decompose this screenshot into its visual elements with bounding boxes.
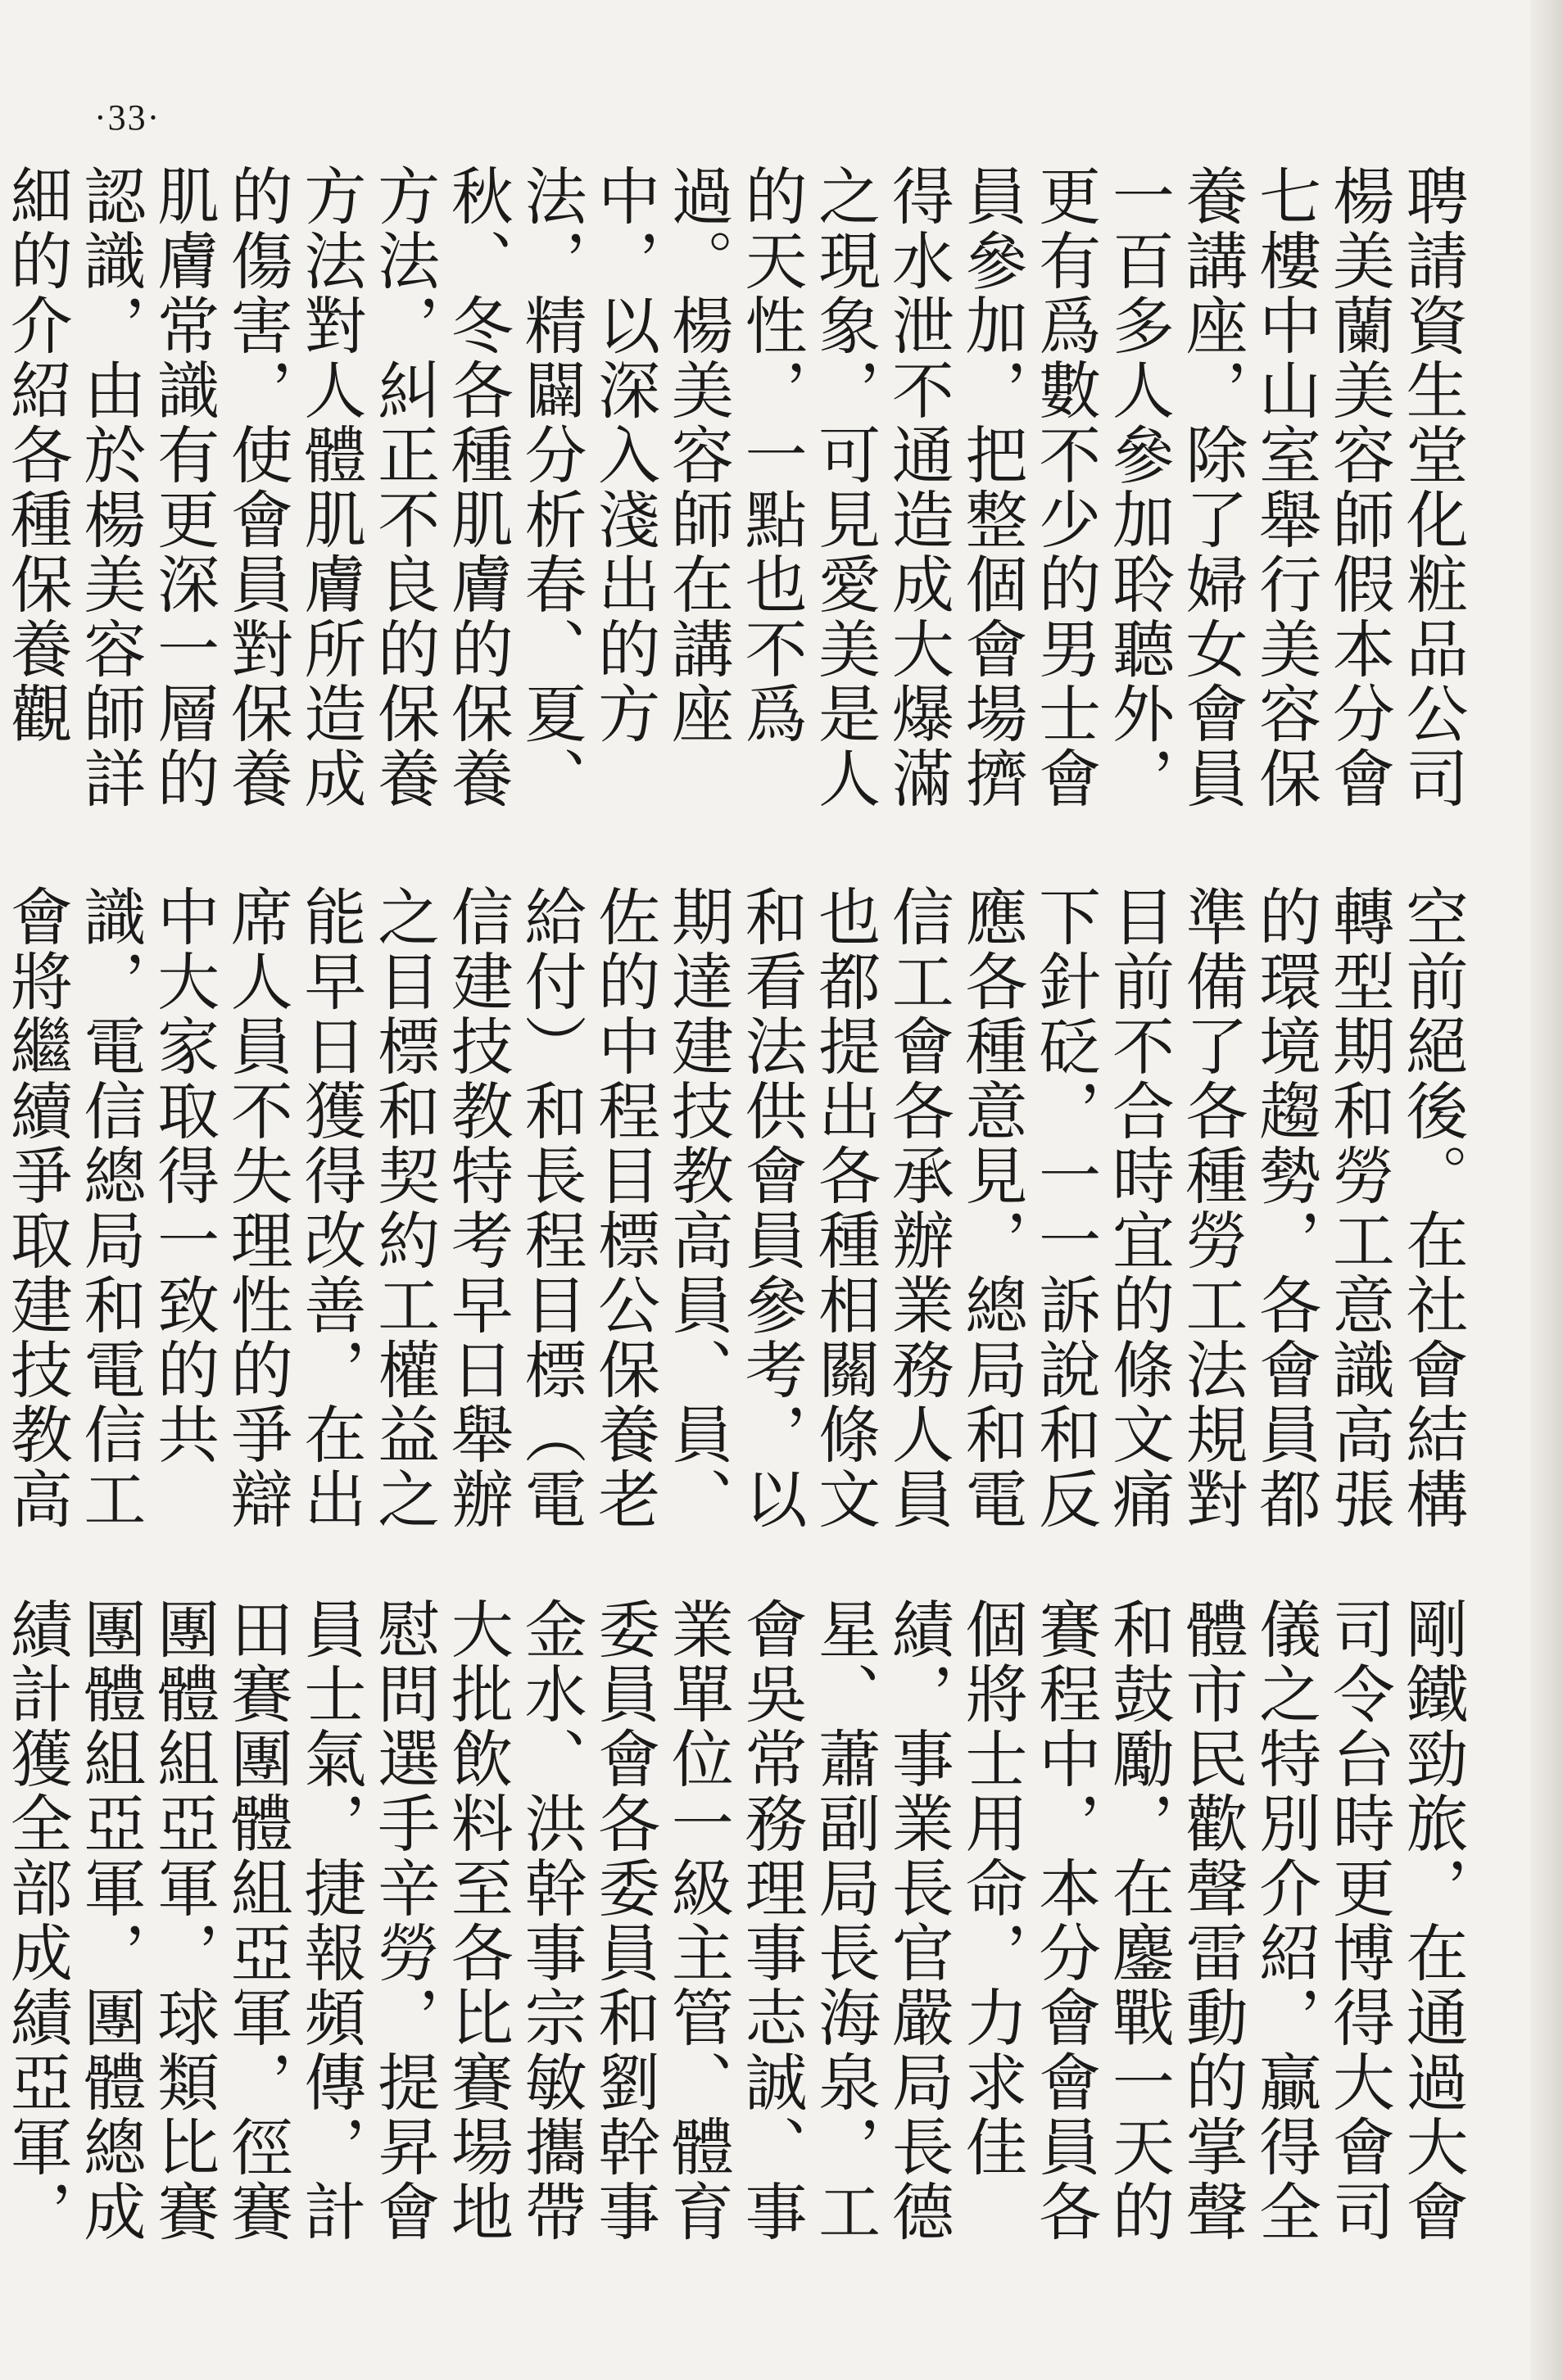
paragraph-rights-forum-continued: 空前絕後。在社會結構轉型期和勞工意識高張的環境趨勢，各會員都準備了各種勞工法規對目前不合時宜的條文痛下針砭，一一訴說和反應各種意見，總局和電信工會各承辦業務人員也都提出各種相關條文和看法供會員參考，以期達建技教高員、員、佐的中程目標公保養老給付）和長程目標（電信建技教特考早日舉辦之目標和契約工權益之能早日獲得改善，在出席人員不失理性的爭辯中大家取得一致的共識，電信總局和電信工會將繼續爭取建技教高 xyxy=(0,885,1469,1532)
page-edge-shadow xyxy=(1530,0,1563,2380)
page-number: ·33· xyxy=(94,97,161,138)
text-tier-middle xyxy=(0,885,1469,1556)
paragraph-sports-meet-continued: 剛鐵勁旅，在通過大會司令台時更博得大會司儀之特別介紹，贏得全體市民歡聲雷動的掌聲和鼓勵，在鏖戰一天的賽程中，本分會會員各個將士用命，力求佳績，事業長官嚴局長德星、蕭副局長海泉，工會吳常務理事志誠、事業單位一級主管、體育委員會各委員和劉幹事金水、洪幹事宗敏攜帶大批飲料至各比賽場地慰問選手辛勞，提昇會員士氣，捷報頻傳，計田賽團體組亞軍，徑賽團體組亞軍，球類比賽團體組亞軍，團體總成績計獲全部成績亞軍， xyxy=(0,1597,1469,2244)
text-tier-bottom xyxy=(0,1597,1469,2277)
text-tier-top xyxy=(0,164,1469,844)
paragraph-beauty-lecture: 聘請資生堂化粧品公司楊美蘭美容師假本分會七樓中山室舉行美容保養講座，除了婦女會員一百多人參加聆聽外，更有爲數不少的男士會員參加，把整個會場擠得水泄不通造成大爆滿之現象，可見愛美是人的天性，一點也不爲過。楊美容師在講座中，以深入淺出的方法，精闢分析春、夏、秋、冬各種肌膚的保養方法，糾正不良的保養方法對人體肌膚所造成的傷害，使會員對保養肌膚常識有更深一層的認識，由於楊美容師詳細的介紹各種保養觀 xyxy=(0,164,1469,811)
